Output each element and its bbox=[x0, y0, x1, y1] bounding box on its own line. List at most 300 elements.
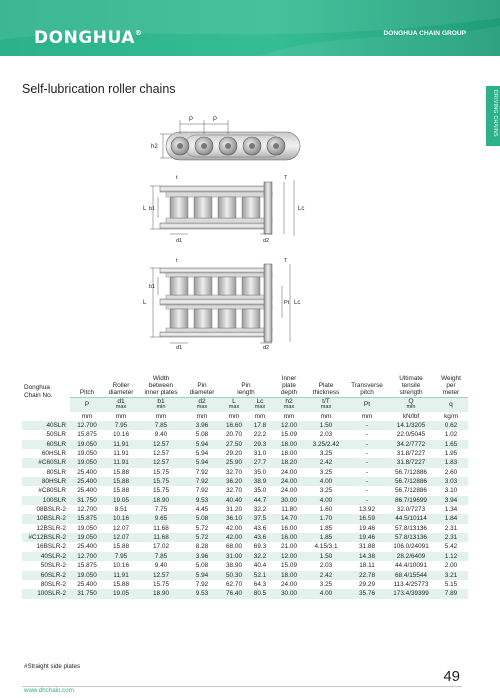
table-cell: 30.00 bbox=[272, 589, 306, 598]
table-cell: 3.96 bbox=[184, 552, 220, 561]
table-cell: 42.00 bbox=[226, 524, 242, 532]
page-number: 49 bbox=[443, 668, 460, 685]
sym-tT bbox=[306, 397, 346, 412]
table-cell: 25.400 bbox=[77, 487, 97, 495]
dim-label-t: t bbox=[176, 175, 178, 181]
table-cell: 19.050 bbox=[70, 440, 104, 449]
col-header-transverse-pitch: Transverse pitch bbox=[351, 382, 383, 397]
dim-label-d2: d2 bbox=[263, 238, 270, 244]
table-cell: 15.75 bbox=[153, 580, 169, 588]
sym-tT-sub: max bbox=[320, 404, 332, 411]
table-cell: 14.1/3205 bbox=[388, 421, 434, 430]
table-cell: 5.15 bbox=[444, 580, 458, 588]
dim-label-L-double: L bbox=[143, 300, 147, 306]
table-cell: 1.70 bbox=[306, 514, 346, 523]
dim-label-d1: d1 bbox=[176, 238, 183, 244]
dim-label-b1-double: b1 bbox=[149, 284, 156, 290]
table-cell: 40.4 bbox=[253, 562, 267, 570]
footer-divider bbox=[22, 686, 462, 687]
table-cell: - bbox=[346, 477, 388, 486]
dim-label-Lc-double: Lc bbox=[294, 300, 301, 306]
table-cell: 29.29 bbox=[359, 580, 375, 588]
footnote: #Straight side plates bbox=[24, 663, 81, 670]
table-cell: 19.050 bbox=[70, 533, 104, 542]
chain-diagrams bbox=[0, 110, 500, 350]
table-cell: 31.20 bbox=[226, 506, 242, 514]
table-cell: 42.00 bbox=[220, 533, 248, 542]
table-cell: 18.00 bbox=[281, 450, 297, 458]
col-header-plate-thickness: Plate thickness bbox=[312, 382, 340, 397]
dim-label-T: T bbox=[284, 175, 288, 181]
table-cell: 3.25 bbox=[319, 580, 333, 588]
table-cell: 18.11 bbox=[359, 562, 375, 570]
chain-no-cell: 50SLR bbox=[46, 431, 66, 439]
table-cell: 19.46 bbox=[346, 533, 388, 542]
table-cell: 1.95 bbox=[444, 450, 458, 458]
table-cell: 16.00 bbox=[272, 533, 306, 542]
table-cell: 20.70 bbox=[226, 431, 242, 439]
table-cell: 2.03 bbox=[319, 431, 333, 439]
table-cell: 11.68 bbox=[138, 533, 184, 542]
table-cell: 2.31 bbox=[444, 524, 458, 532]
table-cell: 5.08 bbox=[195, 562, 209, 570]
brand-logo bbox=[34, 28, 142, 48]
table-cell: - bbox=[346, 496, 388, 505]
table-cell: 5.08 bbox=[195, 431, 209, 439]
table-cell: 12.00 bbox=[272, 421, 306, 430]
table-cell: 5.08 bbox=[184, 514, 220, 523]
table-cell: 15.88 bbox=[113, 468, 129, 476]
table-cell: 35.0 bbox=[253, 468, 267, 476]
chain-no-cell: #C80SLR bbox=[38, 487, 66, 495]
table-cell: 12.700 bbox=[70, 421, 104, 430]
sym-Q bbox=[388, 397, 434, 412]
spec-table-body bbox=[22, 421, 468, 599]
table-cell: 25.400 bbox=[77, 468, 97, 476]
table-cell: 15.875 bbox=[77, 431, 97, 439]
table-cell: 7.92 bbox=[195, 468, 209, 476]
col-header-pitch: Pitch bbox=[79, 389, 95, 397]
table-cell: 1.84 bbox=[434, 514, 468, 523]
table-cell: 1.85 bbox=[306, 533, 346, 542]
chain-no-cell: 08BSLR-2 bbox=[36, 506, 66, 514]
table-cell: 52.1 bbox=[248, 571, 272, 580]
table-cell: 3.96 bbox=[184, 421, 220, 430]
table-cell: - bbox=[365, 487, 369, 495]
table-cell: 7.85 bbox=[138, 552, 184, 561]
unit-cell: mm bbox=[254, 412, 266, 420]
table-cell: 25.400 bbox=[70, 477, 104, 486]
table-cell: 10.16 bbox=[104, 514, 138, 523]
chain-no-cell: 100SLR bbox=[22, 496, 70, 505]
unit-cell: mm bbox=[196, 412, 208, 420]
sym-d1-name: d1 bbox=[117, 398, 125, 406]
col-header-pin-length: Pin length bbox=[237, 382, 255, 397]
table-cell: 2.00 bbox=[444, 562, 458, 570]
table-cell: 25.400 bbox=[77, 543, 97, 551]
table-cell: 17.02 bbox=[153, 543, 169, 551]
table-cell: 15.875 bbox=[77, 562, 97, 570]
table-cell: 12.07 bbox=[104, 533, 138, 542]
table-cell: 1.02 bbox=[444, 431, 458, 439]
sym-b1 bbox=[138, 397, 184, 412]
table-header-row bbox=[22, 362, 468, 397]
table-cell: 27.7 bbox=[248, 458, 272, 467]
table-cell: 15.875 bbox=[70, 514, 104, 523]
dim-label-Lc: Lc bbox=[298, 206, 305, 212]
chain-no-cell: 60HSLR bbox=[41, 450, 66, 458]
table-cell: 27.50 bbox=[220, 440, 248, 449]
table-cell: 32.2 bbox=[253, 506, 267, 514]
dim-label-h2: h2 bbox=[151, 144, 158, 150]
sym-Lc bbox=[248, 397, 272, 412]
table-cell: 15.88 bbox=[113, 580, 129, 588]
table-cell: 17.8 bbox=[248, 421, 272, 430]
table-cell: 11.91 bbox=[104, 440, 138, 449]
table-row bbox=[22, 496, 468, 505]
sym-h2 bbox=[272, 397, 306, 412]
table-cell: 43.6 bbox=[248, 533, 272, 542]
sym-d1-sub: max bbox=[115, 404, 127, 411]
dim-label-t-double: t bbox=[176, 258, 178, 264]
table-cell: 31.750 bbox=[70, 589, 104, 598]
table-cell: 1.50 bbox=[306, 421, 346, 430]
table-cell: 7.92 bbox=[195, 580, 209, 588]
table-cell: 36.20 bbox=[220, 477, 248, 486]
table-cell: 3.25 bbox=[319, 450, 333, 458]
table-cell: 1.34 bbox=[444, 506, 458, 514]
table-cell: 5.42 bbox=[444, 543, 458, 551]
table-cell: 12.00 bbox=[272, 552, 306, 561]
table-cell: 19.050 bbox=[70, 458, 104, 467]
table-cell: 7.95 bbox=[104, 552, 138, 561]
table-cell: 31.0 bbox=[253, 450, 267, 458]
unit-cell: kN/lbf bbox=[402, 412, 420, 420]
table-cell: 24.00 bbox=[281, 580, 297, 588]
table-cell: 36.10 bbox=[220, 514, 248, 523]
col-header-chain-no: Donghua Chain No. bbox=[24, 384, 53, 399]
chain-no-cell: #C12BSLR-2 bbox=[22, 533, 70, 542]
chain-no-cell: 40SLR-2 bbox=[22, 552, 70, 561]
table-row bbox=[22, 514, 468, 523]
table-cell: 21.00 bbox=[281, 543, 297, 551]
chain-no-cell: 12BSLR-2 bbox=[36, 524, 66, 532]
sym-b1-name: b1 bbox=[157, 398, 165, 406]
table-cell: 5.72 bbox=[195, 524, 209, 532]
chain-no-cell: 80HSLR bbox=[22, 477, 70, 486]
dim-label-L: L bbox=[143, 206, 147, 212]
table-cell: 38.90 bbox=[226, 562, 242, 570]
chain-no-cell: 80SLR bbox=[46, 468, 66, 476]
table-cell: 12.57 bbox=[138, 440, 184, 449]
table-cell: 9.53 bbox=[184, 496, 220, 505]
table-row bbox=[22, 468, 468, 477]
table-row bbox=[22, 449, 468, 458]
unit-cell: mm bbox=[81, 412, 93, 420]
table-cell: 3.03 bbox=[434, 477, 468, 486]
unit-cell: mm bbox=[115, 412, 127, 420]
table-cell: 38.9 bbox=[248, 477, 272, 486]
table-row bbox=[22, 440, 468, 449]
table-cell: 4.15/3.1 bbox=[314, 543, 338, 551]
table-cell: 5.72 bbox=[184, 533, 220, 542]
table-cell: 24.00 bbox=[281, 468, 297, 476]
table-cell: 31.88 bbox=[359, 543, 375, 551]
table-cell: 12.07 bbox=[113, 524, 129, 532]
table-cell: 8.51 bbox=[114, 506, 128, 514]
table-cell: 30.00 bbox=[272, 496, 306, 505]
dim-label-p: P bbox=[189, 117, 194, 123]
table-cell: 11.68 bbox=[153, 524, 169, 532]
table-cell: 56.7/12886 bbox=[395, 487, 427, 495]
table-cell: 11.91 bbox=[104, 458, 138, 467]
table-cell: 106.0/24091 bbox=[393, 543, 429, 551]
table-cell: 22.78 bbox=[346, 571, 388, 580]
table-row bbox=[22, 458, 468, 467]
table-row bbox=[22, 571, 468, 580]
table-cell: 29.20 bbox=[226, 450, 242, 458]
table-cell: 4.00 bbox=[306, 477, 346, 486]
table-cell: 80.5 bbox=[248, 589, 272, 598]
table-cell: 3.25/2.42 bbox=[306, 440, 346, 449]
table-cell: 43.6 bbox=[253, 524, 267, 532]
chain-no-cell: 50SLR-2 bbox=[40, 562, 66, 570]
table-cell: 37.5 bbox=[248, 514, 272, 523]
table-cell: 14.70 bbox=[272, 514, 306, 523]
table-cell: 32.2 bbox=[248, 552, 272, 561]
unit-cell: mm bbox=[361, 412, 373, 420]
sym-d2-sub: max bbox=[196, 404, 208, 411]
page-title: Self-lubrication roller chains bbox=[22, 82, 176, 96]
sym-d2 bbox=[184, 397, 220, 412]
table-cell: 5.94 bbox=[195, 450, 209, 458]
table-cell: 1.50 bbox=[306, 552, 346, 561]
col-header-pin-diameter: Pin diameter bbox=[189, 382, 215, 397]
table-cell: 10.16 bbox=[113, 562, 129, 570]
table-cell: 34.2/7772 bbox=[388, 440, 434, 449]
sym-q: q bbox=[434, 397, 468, 412]
table-cell: 15.88 bbox=[104, 477, 138, 486]
col-header-weight: Weight per meter bbox=[441, 374, 461, 397]
table-cell: 7.85 bbox=[138, 421, 184, 430]
table-row bbox=[22, 589, 468, 598]
chain-no-cell: 80SLR-2 bbox=[40, 580, 66, 588]
table-cell: 11.91 bbox=[113, 450, 129, 458]
table-cell: 19.46 bbox=[359, 524, 375, 532]
table-cell: 56.7/12886 bbox=[388, 477, 434, 486]
table-row bbox=[22, 542, 468, 551]
table-cell: 4.00 bbox=[306, 496, 346, 505]
table-cell: 7.95 bbox=[104, 421, 138, 430]
table-cell: 12.700 bbox=[77, 506, 97, 514]
table-cell: 3.94 bbox=[434, 496, 468, 505]
table-cell: 19.050 bbox=[77, 450, 97, 458]
table-cell: 31.00 bbox=[220, 552, 248, 561]
table-cell: 16.60 bbox=[220, 421, 248, 430]
table-cell: 50.30 bbox=[220, 571, 248, 580]
table-cell: 12.57 bbox=[138, 571, 184, 580]
table-cell: 18.00 bbox=[272, 571, 306, 580]
single-strand-top-view bbox=[150, 180, 294, 236]
table-cell: 22.0/5045 bbox=[396, 431, 426, 439]
sym-b1-sub: min bbox=[156, 404, 166, 411]
group-name: DONGHUA CHAIN GROUP bbox=[383, 30, 466, 37]
table-cell: 3.25 bbox=[319, 487, 333, 495]
table-cell: 18.90 bbox=[138, 589, 184, 598]
unit-cell: mm bbox=[155, 412, 167, 420]
table-cell: 29.3 bbox=[248, 440, 272, 449]
sym-P: P bbox=[70, 397, 104, 412]
table-cell: 44.7 bbox=[248, 496, 272, 505]
table-cell: 10.16 bbox=[113, 431, 129, 439]
table-cell: 24.00 bbox=[281, 487, 297, 495]
table-cell: 19.05 bbox=[104, 496, 138, 505]
dim-label-p-2: P bbox=[213, 117, 218, 123]
table-cell: 13.92 bbox=[359, 506, 375, 514]
table-cell: 31.750 bbox=[70, 496, 104, 505]
table-cell: 12.57 bbox=[138, 458, 184, 467]
table-symbol-row bbox=[22, 397, 468, 412]
table-cell: 16.00 bbox=[281, 524, 297, 532]
table-row bbox=[22, 421, 468, 430]
table-cell: 4.00 bbox=[306, 589, 346, 598]
table-cell: 57.8/13136 bbox=[388, 533, 434, 542]
table-cell: 3.10 bbox=[444, 487, 458, 495]
table-cell: 18.20 bbox=[272, 458, 306, 467]
chain-no-cell: 60SLR bbox=[22, 440, 70, 449]
sym-L-name: L bbox=[232, 398, 236, 406]
table-cell: 25.400 bbox=[77, 580, 97, 588]
side-view-diagram bbox=[160, 120, 300, 160]
table-cell: 1.65 bbox=[434, 440, 468, 449]
table-cell: 56.7/12886 bbox=[395, 468, 427, 476]
sym-Lc-sub: max bbox=[254, 404, 266, 411]
sym-h2-name: h2 bbox=[285, 398, 293, 406]
col-header-roller: Roller diameter bbox=[108, 382, 134, 397]
unit-cell: mm bbox=[283, 412, 295, 420]
table-row bbox=[22, 561, 468, 570]
chain-no-cell: 40SLR bbox=[22, 421, 70, 430]
table-cell: 86.7/19699 bbox=[388, 496, 434, 505]
table-cell: 76.40 bbox=[220, 589, 248, 598]
table-cell: 68.00 bbox=[226, 543, 242, 551]
table-cell: 19.050 bbox=[77, 524, 97, 532]
table-row bbox=[22, 477, 468, 486]
table-cell: 35.76 bbox=[346, 589, 388, 598]
col-header-inner-depth: Inner plate depth bbox=[281, 374, 297, 397]
table-cell: - bbox=[365, 431, 369, 439]
table-row bbox=[22, 524, 468, 533]
dim-label-b1: b1 bbox=[149, 206, 156, 212]
table-cell: 15.75 bbox=[153, 468, 169, 476]
chain-no-cell: 16BSLR-2 bbox=[36, 543, 66, 551]
sym-L-sub: max bbox=[228, 404, 240, 411]
table-cell: - bbox=[365, 450, 369, 458]
table-cell: 9.65 bbox=[138, 514, 184, 523]
table-cell: 3.25 bbox=[319, 468, 333, 476]
table-cell: 31.8/7227 bbox=[388, 458, 434, 467]
table-cell: 7.89 bbox=[434, 589, 468, 598]
unit-cell: kg/m bbox=[444, 412, 458, 420]
table-cell: 15.75 bbox=[153, 487, 169, 495]
table-cell: 4.45 bbox=[195, 506, 209, 514]
table-unit-row bbox=[22, 412, 468, 421]
chain-no-cell: 60SLR-2 bbox=[22, 571, 70, 580]
table-cell: 40.40 bbox=[220, 496, 248, 505]
table-cell: 5.94 bbox=[184, 571, 220, 580]
page-header bbox=[0, 0, 500, 56]
table-cell: 9.53 bbox=[184, 589, 220, 598]
table-cell: 32.70 bbox=[226, 487, 242, 495]
table-row bbox=[22, 552, 468, 561]
sym-L bbox=[220, 397, 248, 412]
table-cell: 28.2/6409 bbox=[388, 552, 434, 561]
table-cell: 25.90 bbox=[220, 458, 248, 467]
table-cell: 173.4/39399 bbox=[388, 589, 434, 598]
table-cell: 1.12 bbox=[434, 552, 468, 561]
table-cell: 15.88 bbox=[113, 487, 129, 495]
table-cell: 1.83 bbox=[434, 458, 468, 467]
table-cell: 31.8/7227 bbox=[396, 450, 426, 458]
table-cell: 15.75 bbox=[138, 477, 184, 486]
table-cell: - bbox=[346, 458, 388, 467]
table-cell: 15.09 bbox=[281, 562, 297, 570]
sym-Q-name: Q bbox=[408, 398, 414, 406]
table-cell: 9.40 bbox=[154, 562, 168, 570]
table-cell: 3.21 bbox=[434, 571, 468, 580]
table-cell: - bbox=[346, 421, 388, 430]
side-tab-label: DRIVING CHAINS bbox=[492, 90, 498, 137]
table-cell: 5.94 bbox=[184, 440, 220, 449]
table-cell: 44.4/10091 bbox=[395, 562, 427, 570]
table-cell: 1.85 bbox=[319, 524, 333, 532]
table-cell: 15.88 bbox=[113, 543, 129, 551]
spec-table bbox=[22, 362, 468, 599]
sym-Lc-name: Lc bbox=[256, 398, 264, 406]
table-cell: 14.38 bbox=[346, 552, 388, 561]
sym-d1 bbox=[104, 397, 138, 412]
table-cell: 68.4/15544 bbox=[388, 571, 434, 580]
table-cell: 16.59 bbox=[346, 514, 388, 523]
table-cell: 69.3 bbox=[253, 543, 267, 551]
table-cell: 7.75 bbox=[154, 506, 168, 514]
table-row bbox=[22, 430, 468, 439]
table-cell: 2.60 bbox=[444, 468, 458, 476]
dim-label-T-double: T bbox=[284, 258, 288, 264]
table-cell: - bbox=[346, 440, 388, 449]
table-row bbox=[22, 533, 468, 542]
table-cell: 7.92 bbox=[184, 477, 220, 486]
table-cell: 32.70 bbox=[226, 468, 242, 476]
table-cell: - bbox=[365, 468, 369, 476]
table-cell: 24.00 bbox=[272, 477, 306, 486]
registered-mark: ® bbox=[134, 29, 143, 37]
chain-no-cell: 10BSLR-2 bbox=[22, 514, 70, 523]
table-cell: 113.4/25773 bbox=[393, 580, 429, 588]
sym-h2-sub: max bbox=[283, 404, 295, 411]
table-cell: 18.90 bbox=[138, 496, 184, 505]
table-cell: 44.5/10114 bbox=[388, 514, 434, 523]
table-cell: 2.42 bbox=[306, 571, 346, 580]
table-cell: 35.0 bbox=[253, 487, 267, 495]
sym-d2-name: d2 bbox=[198, 398, 206, 406]
table-cell: 62.70 bbox=[226, 580, 242, 588]
table-cell: 7.92 bbox=[195, 487, 209, 495]
table-cell: 64.3 bbox=[253, 580, 267, 588]
unit-cell: mm bbox=[320, 412, 332, 420]
table-cell: 2.42 bbox=[306, 458, 346, 467]
table-cell: 1.60 bbox=[319, 506, 333, 514]
